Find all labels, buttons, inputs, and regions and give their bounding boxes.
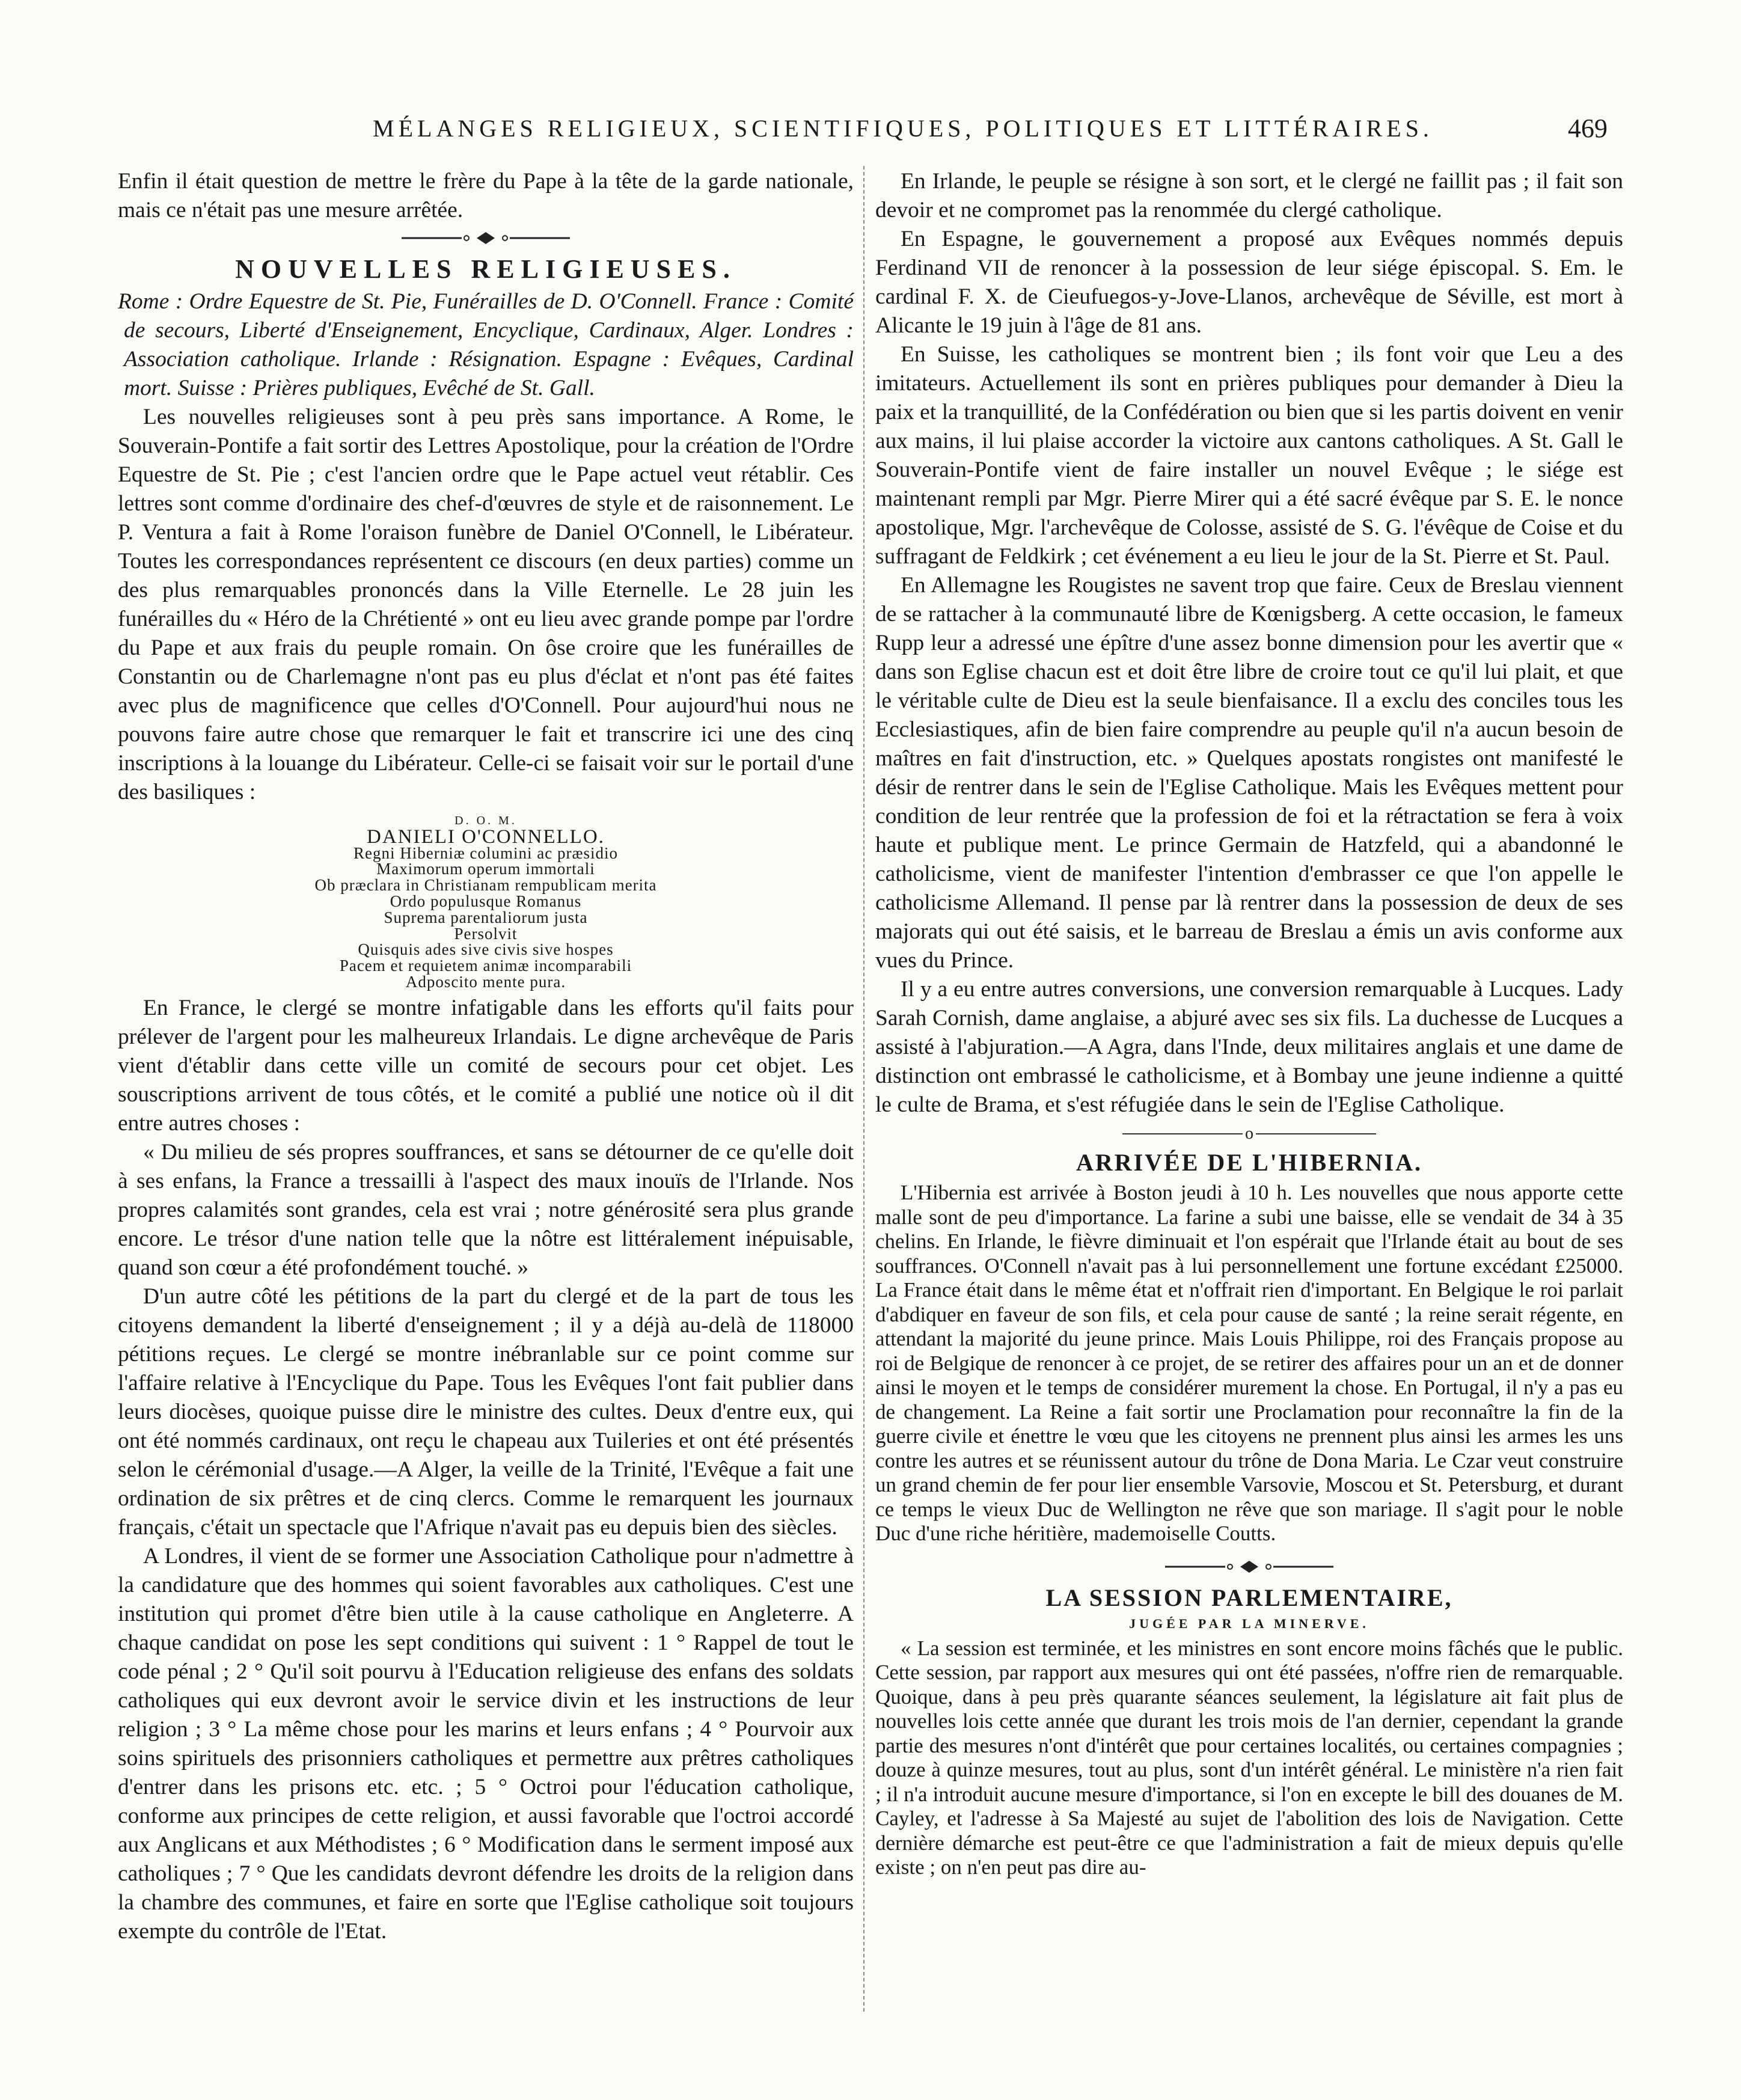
inscription-line: D. O. M. <box>454 814 517 827</box>
paragraph-rome: Les nouvelles religieuses sont à peu près sans importance. A Rome, le Souverain-Pontife a fait sortir des Lettres Apostolique, pour la création de l'Ordre Equestre de St. Pie ; c'est l'ancien ordre que le Pape actuel veut rétablir. Ces lettres sont comme d'ordinaire des chef-d'œuvres de style et de raisonnement. Le P. Ventura a fait à Rome l'oraison funèbre de Daniel O'Connell, le Libérateur. Toutes les correspondances représentent ce discours (en deux parties) comme un des plus remarquables prononcés dans la Ville Eternelle. Le 28 juin les funérailles du « Héro de la Chrétienté » ont eu lieu avec grande pompe par l'ordre du Pape et aux frais du peuple romain. On ôse croire que les funérailles de Constantin ou de Charlemagne n'ont pas eu plus d'éclat et n'ont pas été faites avec plus de magnificence que celles d'O'Connell. Pour aujourd'hui nous ne pouvons faire autre chose que remarquer le fait et transcrire ici une des cinq inscriptions à la louange du Libérateur. Celle-ci se faisait voir sur le portail d'une des basiliques : <box>118 405 854 804</box>
paragraph-france: En France, le clergé se montre infatigable dans les efforts qu'il faits pour prélever de l'argent pour les malheureux Irlandais. Le digne archevêque de Paris vient d'établir dans cette ville un comité de secours pour cet objet. Les souscriptions arrivent de tous côtés, et le comité a publié une notice où il dit entre autres choses : <box>118 995 854 1136</box>
ornament-divider <box>118 225 854 251</box>
inscription-line: Adposcito mente pura. <box>405 972 566 991</box>
paragraph-allemagne: En Allemagne les Rougistes ne savent trop que faire. Ceux de Breslau viennent de se rattacher à la communauté libre de Kœnigsberg. A cette occasion, le fameux Rupp leur a adressé une épître d'une assez bonne dimension pour les avertir que « dans son Eglise chacun est et doit être libre de croire tout ce qu'il lui plait, et que le véritable culte de Dieu est la seule bienfaisance. Il a exclu des conciles tous les Ecclesiastiques, afin de bien faire comprendre au peuple qu'il n'a aucun besoin de maîtres en fait d'instruction, etc. » Quelques apostats rongistes ont manifesté le désir de rentrer dans le sein de l'Eglise Catholique. Mais les Evêques mettent pour condition de leur rentrée que la profession de foi et la rétractation se fera à voix haute et publique ment. Le prince Germain de Hatzfeld, qui a abandonné le catholicisme, vient de manifester l'intention d'embrasser ce que l'on appelle le catholicisme Allemand. Il pense par là rentrer dans la possession de deux de ses majorats qui out été saisis, et le barreau de Breslau a émis un avis conforme aux vues du Prince. <box>875 573 1623 973</box>
section-title-hibernia: ARRIVÉE DE L'HIBERNIA. <box>1076 1149 1423 1176</box>
paragraph-londres: A Londres, il vient de se former une Association Catholique pour n'admettre à la candidature que des hommes qui soient favorables aux catholiques. C'est une institution qui promet d'être bien utile à la cause catholique en Angleterre. A chaque candidat on pose les sept conditions qui suivent : 1 ° Rappel de tout le code pénal ; 2 ° Qu'il soit pourvu à l'Education religieuse des enfans des soldats catholiques qui eux devront avoir le service divin et les instructions de leur religion ; 3 ° La même chose pour les marins et leurs enfans ; 4 ° Pourvoir aux soins spirituels des prisonniers catholiques et permettre aux prêtres catholiques d'entrer dans les prisons etc. etc. ; 5 ° Octroi pour l'éducation catholique, conforme aux principes de cette religion, et aussi favorable que l'octroi accordé aux Anglicans et aux Méthodistes ; 6 ° Modification dans le serment imposé aux catholiques ; 7 ° Que les candidats devront défendre les droits de la religion dans la chambre des communes, et faire en sorte que l'Eglise catholique soit toujours exempte du contrôle de l'Etat. <box>118 1543 854 1944</box>
page-number: 469 <box>1568 114 1608 143</box>
intro-paragraph: Enfin il était question de mettre le frère du Pape à la tête de la garde nationale, mais ce n'était pas une mesure arrêtée. <box>118 169 854 222</box>
paragraph-quote: « Du milieu de sés propres souffrances, et sans se détourner de ce qu'elle doit à ses enfans, la France a tressailli à l'aspect des maux inouïs de l'Irlande. Nos propres calamités sont grandes, cela est vrai ; notre générosité sera plus grande encore. Le trésor d'une nation telle que la nôtre est littéralement inépuisable, quand son cœur a été profondément touché. » <box>118 1139 854 1280</box>
right-column <box>875 167 1623 1880</box>
inscription-line: Ordo populusque Romanus <box>390 892 582 910</box>
session-block <box>875 1636 1623 1880</box>
left-column <box>118 167 854 1946</box>
ornament-divider <box>875 1554 1623 1580</box>
inscription-line: Regni Hiberniæ columini ac præsidio <box>353 843 618 862</box>
ornament-icon <box>1159 1560 1339 1574</box>
right-news-block <box>875 167 1623 1119</box>
inscription-line: Suprema parentaliorum justa <box>384 908 588 926</box>
section-subtitle: JUGÉE PAR LA MINERVE. <box>1129 1615 1369 1631</box>
paragraph-conversions: Il y a eu entre autres conversions, une conversion remarquable à Lucques. Lady Sarah Cornish, dame anglaise, a abjuré avec ses six fils. La duchesse de Lucques a assisté à l'abjuration.—A Agra, dans l'Inde, deux militaires anglais et une dame de distinction ont embrassé le catholicisme, et à Bombay une jeune indienne a quitté le culte de Brama, et s'est réfugiée dans le sein de l'Eglise Catholique. <box>875 977 1623 1117</box>
inscription-line: Ob præclara in Christianam rempublicam merita <box>314 876 657 895</box>
inscription-line: Persolvit <box>454 924 518 943</box>
hibernia-block <box>875 1181 1623 1546</box>
ornament-icon <box>396 231 576 245</box>
paragraph-espagne: En Espagne, le gouvernement a proposé aux Evêques nommés depuis Ferdinand VII de renoncer à la possession de leur siége épiscopal. S. Em. le cardinal F. X. de Cieufuegos-y-Jove-Llanos, archevêque de Séville, est mort à Alicante le 19 juin à l'âge de 81 ans. <box>875 227 1623 338</box>
running-title: MÉLANGES RELIGIEUX, SCIENTIFIQUES, POLITIQUES ET LITTÉRAIRES. <box>373 115 1433 142</box>
inscription-line: DANIELI O'CONNELLO. <box>367 825 605 848</box>
section-title-nouvelles: NOUVELLES RELIGIEUSES. <box>235 254 736 284</box>
latin-inscription <box>118 813 854 990</box>
paragraph-suisse: En Suisse, les catholiques se montrent bien ; ils font voir que Leu a des imitateurs. Actuellement ils sont en prières publiques pour demander à Dieu la paix et la tranquillité, de la Confédération ou bien que si les partis doivent en venir aux mains, il lui plaise accorder la victoire aux cantons catholiques. A St. Gall le Souverain-Pontife vient de faire installer un nouvel Evêque ; le siége est maintenant rempli par Mgr. Pierre Mirer qui a été sacré évêque par S. E. le nonce apostolique, Mgr. l'archevêque de Colosse, assisté de S. G. l'évêque de Coise et du suffragant de Feldkirk ; cet événement a eu lieu le jour de la St. Pierre et St. Paul. <box>875 342 1623 569</box>
section-title-session: LA SESSION PARLEMENTAIRE, <box>1045 1584 1453 1611</box>
paragraph-session: « La session est terminée, et les ministres en sont encore moins fâchés que le public. Cette session, par rapport aux mesures qui ont été passées, n'offre rien de remarquable. Quoique, dans à peu près quarante séances seulement, la législature ait fait plus de nouvelles lois cette année que durant les trois mois de l'an dernier, cependant la grande partie des mesures n'ont d'intérêt que pour certaines localités, ou certaines compagnies ; douze à quinze mesures, tout au plus, sont d'un intérêt général. Le ministère n'a rien fait ; il n'a introduit aucune mesure d'importance, si l'on en excepte le bill des douanes de M. Cayley, et l'adresse à Sa Majesté au sujet de l'abolition des lois de Navigation. Cette dernière démarche est peut-être ce que l'administration a fait de mieux depuis qu'elle existe ; on n'en peut pas dire au- <box>875 1636 1623 1879</box>
paragraph-petitions: D'un autre côté les pétitions de la part du clergé et de la part de tous les citoyens demandent la liberté d'enseignement ; il y a déjà au-delà de 118000 pétitions reçues. Le clergé se montre inébranlable sur ce point comme sur l'affaire relative à l'Encyclique du Pape. Tous les Evêques l'ont fait publier dans leurs diocèses, quoique puisse dire le ministre des cultes. Deux d'entre eux, qui ont été nommés cardinaux, ont reçu le chapeau aux Tuileries et ont été présentés selon le cérémonial d'usage.—A Alger, la veille de la Trinité, l'Evêque a fait une ordination de six prêtres et de cinq clercs. Comme le remarquent les journaux français, c'était un spectacle que l'Afrique n'avait pas eu depuis bien des siècles. <box>118 1284 854 1540</box>
inscription-line: Pacem et requietem animæ incomparabili <box>339 957 632 975</box>
inscription-line: Maximorum operum immortali <box>376 860 595 878</box>
divider-mark: o <box>1245 1124 1253 1143</box>
column-rule <box>863 166 864 2012</box>
paragraph-hibernia: L'Hibernia est arrivée à Boston jeudi à 10 h. Les nouvelles que nous apporte cette malle sont de peu d'importance. La farine a subi une baisse, elle se vendait de 34 à 35 chelins. En Irlande, le fièvre diminuait et l'on espérait que l'Irlande était au bout de ses souffrances. O'Connell n'avait pas à lui personnellement une fortune excédant £25000. La France était dans le même état et n'offrait rien d'important. En Belgique le roi parlait d'abdiquer en faveur de son fils, et cela pour cause de santé ; la reine serait régente, en attendant la majorité du jeune prince. Mais Louis Philippe, roi des Français propose au roi de Belgique de renoncer à ce projet, de se retirer des affaires pour un an et de donner ainsi le moyen et le temps de considérer murement la chose. En Portugal, il n'y a pas eu de changement. La Reine a fait sortir une Proclamation pour reconnaître la fin de la guerre civile et énettre le vœu que les citoyens ne prennent plus ainsi les armes les uns contre les autres et se réunissent autour du trône de Dona Maria. Le Czar veut construire un grand chemin de fer pour lier ensemble Varsovie, Moscou et St. Petersburg, et durant ce temps le vieux Duc de Wellington ne rêve que son mariage. Il s'agit pour le noble Duc d'une riche héritière, mademoiselle Coutts. <box>875 1181 1623 1545</box>
section-divider <box>875 1123 1623 1145</box>
section-summary: Rome : Ordre Equestre de St. Pie, Funérailles de D. O'Connell. France : Comité de secours, Liberté d'Enseignement, Encyclique, Cardinaux, Alger. Londres : Association catholique. Irlande : Résignation. Espagne : Evêques, Cardinal mort. Suisse : Prières publiques, Evêché de St. Gall. <box>118 289 854 400</box>
paragraph-irlande: En Irlande, le peuple se résigne à son sort, et le clergé ne faillit pas ; il fait son devoir et ne compromet pas la renommée du clergé catholique. <box>875 169 1623 222</box>
inscription-line: Quisquis ades sive civis sive hospes <box>358 940 614 959</box>
